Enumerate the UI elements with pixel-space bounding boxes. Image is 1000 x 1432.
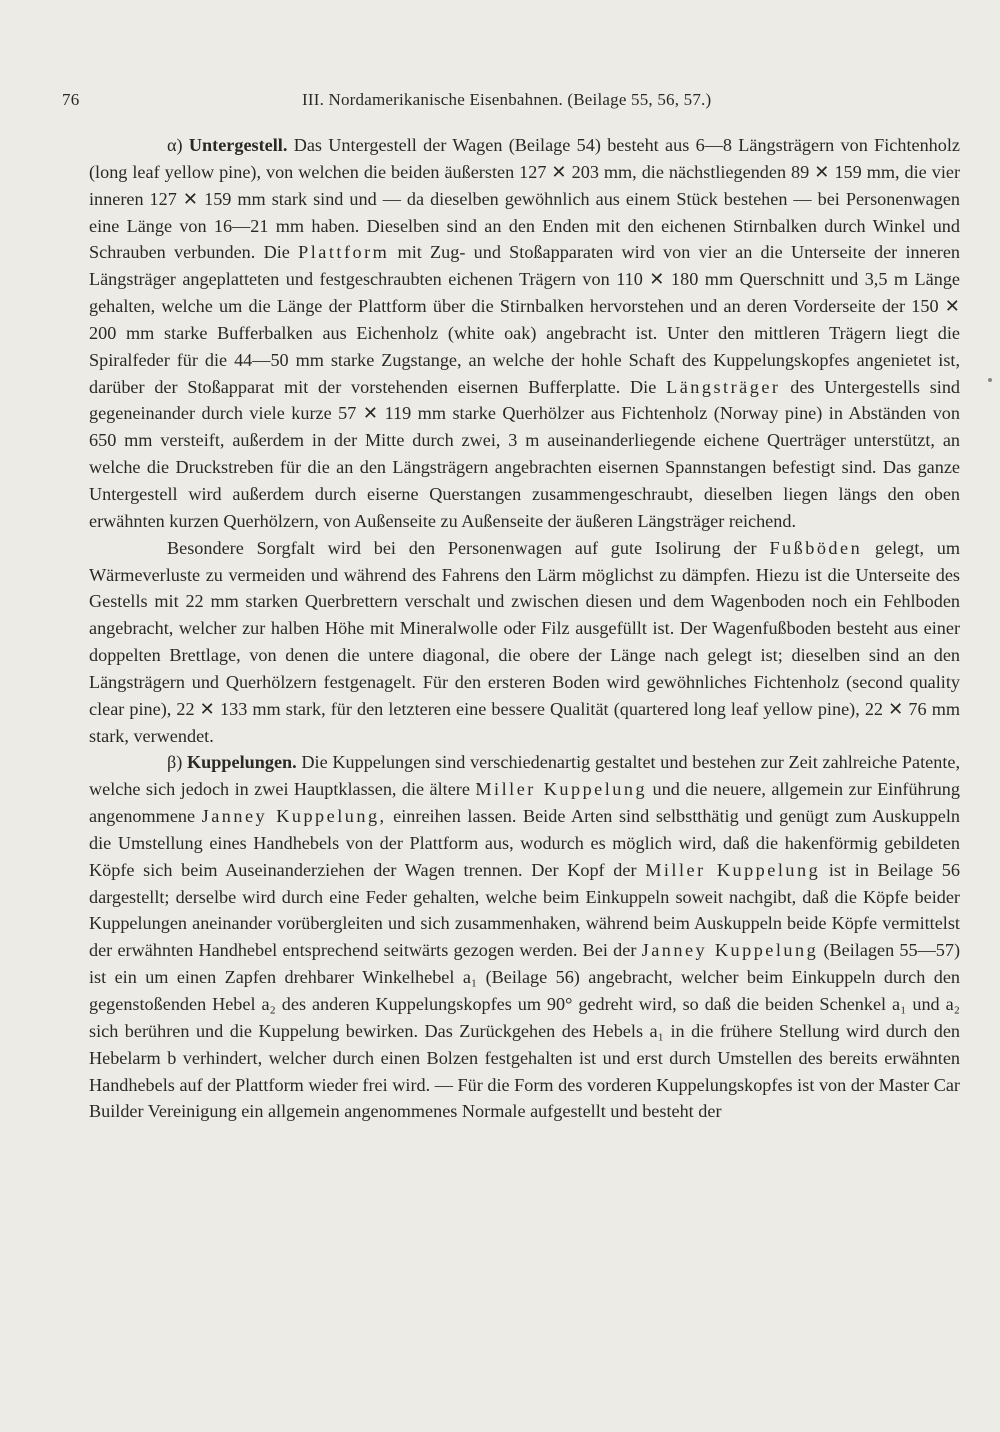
text-segment: des Untergestells sind gegeneinander durch viele kurze 57 ✕ 119 mm starke Querhölzer aus Fichtenholz (Norway pine) in Abständen von 650 mm versteift, außerdem in der Mitte durch zwei, 3 m auseinanderliegende eichene Querträger unterstützt, an welche die Druckstreben für die an den Längsträgern angebrachten eisernen Spannstangen befestigt sind. Das ganze Untergestell wird außerdem durch eiserne Querstangen zusammengeschraubt, dieselben liegen längs den oben erwähnten kurzen Querhölzern, von Außenseite zu Außenseite der äußeren Längsträger reichend. xyxy=(89,376,961,531)
paragraph-fussboeden xyxy=(89,535,960,750)
text-segment: Besondere Sorgfalt wird bei den Personenwagen auf gute Isolirung der xyxy=(167,537,757,558)
spaced-term-fussboeden: Fußböden xyxy=(769,537,863,558)
section-heading-untergestell: Untergestell. xyxy=(188,135,288,155)
text-segment: Das Untergestell der Wagen (Beilage 54) besteht aus 6—8 Längsträgern von Fichtenholz (long leaf yellow pine), von welchen die beiden äußersten 127 ✕ 203 mm, die nächstliegenden 89 ✕ 159 mm, die vier inneren 127 ✕ 159 mm stark sind und — da dieselben gewöhnlich aus einem Stück bestehen — bei Personenwagen eine Länge von 16—21 mm haben. Dieselben sind an den Enden mit den eichenen Stirnbalken durch Winkel und Schrauben verbunden. Die xyxy=(89,135,960,263)
text-segment: gelegt, um Wärmeverluste zu vermeiden und während des Fahrens den Lärm möglichst zu dämpfen. Hiezu ist die Unterseite des Gestells mit 22 mm starken Querbrettern verschalt und zwischen diesen und dem Wagenboden noch ein Fehlboden angebracht, welcher zur halben Höhe mit Mineralwolle oder Filz ausgefüllt ist. Der Wagenfußboden besteht aus einer doppelten Brettlage, von denen die untere diagonal, die obere der Länge nach gelegt ist; dieselben sind an den Längsträgern und Querhölzern festgenagelt. Für den ersteren Boden wird gewöhnliches Fichtenholz (second quality clear pine), 22 ✕ 133 mm stark, für den letzteren eine bessere Qualität (quartered long leaf yellow pine), 22 ✕ 76 mm stark, verwendet. xyxy=(89,537,961,746)
section-label-alpha: α) xyxy=(167,135,183,155)
text-segment: und die neuere, allgemein zur Einführung angenommene xyxy=(89,779,960,827)
text-segment: Die Kuppelungen sind verschiedenartig gestaltet und bestehen zur Zeit zahlreiche Patente, welche sich jedoch in zwei Hauptklassen, die ältere xyxy=(89,752,960,800)
spaced-term-miller-kuppelung: Miller Kuppelung xyxy=(645,859,821,880)
spaced-term-laengstraeger: Längsträger xyxy=(666,376,781,397)
text-segment: (Beilagen 55—57) ist ein um einen Zapfen drehbarer Winkelhebel a₁ (Beilage 56) angebracht, welcher beim Einkuppeln durch den gegenstoßenden Hebel a₂ des anderen Kuppelungskopfes um 90° gedreht wird, so daß die beiden Schenkel a₁ und a₂ sich berühren und die Kuppelung bewirken. Das Zurückgehen des Hebels a₁ in die frühere Stellung wird durch den Hebelarm b verhindert, welcher durch einen Bolzen festgehalten ist und erst durch Umstellen des bereits erwähnten Handhebels auf der Plattform wieder frei wird. — Für die Form des vorderen Kuppelungskopfes ist von der Master Car Builder Vereinigung ein allgemein angenommenes Normale aufgestellt und besteht der xyxy=(89,940,961,1122)
page-number: 76 xyxy=(62,90,80,109)
text-segment: ist in Beilage 56 dargestellt; derselbe wird durch eine Feder gehalten, welche beim Einkuppeln soweit nachgibt, daß die Köpfe beider Kuppelungen aneinander vorübergleiten und sich zusammenhaken, während beim Auskuppeln beide Köpfe vermittelst der erwähnten Handhebel entsprechend seitwärts gezogen werden. Bei der xyxy=(89,859,960,961)
text-segment: mit Zug- und Stoßapparaten wird von vier an die Unterseite der inneren Längsträger angeplatteten und festgeschraubten eichenen Trägern von 110 ✕ 180 mm Querschnitt und 3,5 m Länge gehalten, welche um die Länge der Plattform über die Stirnbalken hervorstehen und an deren Vorderseite der 150 ✕ 200 mm starke Bufferbalken aus Eichenholz (white oak) angebracht ist. Unter den mittleren Trägern liegt die Spiralfeder für die 44—50 mm starke Zugstange, an welche der hohle Schaft des Kuppelungskopfes angenietet ist, darüber der Stoßapparat mit der vorstehenden eisernen Bufferplatte. Die xyxy=(89,242,960,397)
spaced-term-miller-kuppelung: Miller Kuppelung xyxy=(475,779,648,800)
section-heading-kuppelungen: Kuppelungen. xyxy=(187,752,297,773)
spaced-term-janney-kuppelung: Janney Kuppelung, xyxy=(201,806,387,827)
text-segment: einreihen lassen. Beide Arten sind selbstthätig und genügt zum Auskuppeln die Umstellung eines Handhebels von der Plattform aus, wodurch es möglich wird, daß die hakenförmig gebildeten Köpfe sich beim Auseinanderziehen der Wagen trennen. Der Kopf der xyxy=(89,806,960,880)
spaced-term-plattform: Plattform xyxy=(298,242,390,263)
paper-speck xyxy=(988,378,992,382)
spaced-term-janney-kuppelung: Janney Kuppelung xyxy=(641,940,819,961)
paragraph-kuppelungen xyxy=(89,749,960,1125)
page-header xyxy=(62,90,962,114)
paragraph-untergestell xyxy=(89,132,960,535)
body-text xyxy=(89,132,960,1125)
running-head: III. Nordamerikanische Eisenbahnen. (Beilage 55, 56, 57.) xyxy=(302,90,712,109)
section-label-beta: β) xyxy=(167,752,183,773)
